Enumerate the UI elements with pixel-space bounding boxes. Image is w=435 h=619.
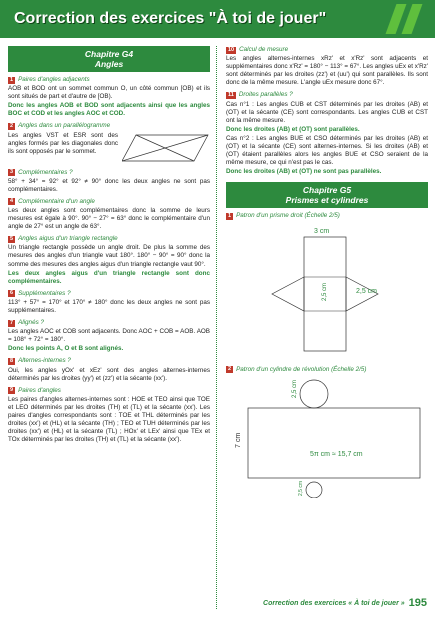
- parallelogram-figure: [122, 131, 210, 165]
- exercise-7: [8, 319, 210, 353]
- exercise-title: Patron d'un cylindre de révolution (Échelle 2/5): [236, 365, 367, 373]
- exercise-text-2: Cas n°2 : Les angles BUE et CSO déterminés par les droites (AB) et (OT) et la sécante (CE) sont alternes-internes. Si les droites (AB) et (OT) étaient parallèles alors les angles BUE et CSO seraient de la même mesure, ce qui n'est pas le cas.: [226, 134, 428, 167]
- exercise-title: Angles aigus d'un triangle rectangle: [18, 235, 118, 243]
- footer-text: Correction des exercices « À toi de jouer »: [263, 599, 405, 607]
- exercise-text: Les deux angles sont complémentaires donc la somme de leurs mesures est égale à 90°. 90° − 27° = 63° donc le complémentaire d'un angle de 27° est un angle de 63°.: [8, 206, 210, 231]
- exercise-title: Complémentaire d'un angle: [18, 197, 95, 205]
- exercise-number: 2: [10, 123, 14, 130]
- exercise-number: 6: [10, 290, 14, 297]
- exercise-title: Paires d'angles: [18, 386, 61, 394]
- exercise-answer: Les deux angles aigus d'un triangle rectangle sont donc complémentaires.: [8, 269, 210, 285]
- page-title: Correction des exercices "À toi de jouer": [14, 10, 327, 27]
- exercise-text: AOB et BOD ont un sommet commun O, un côté commun [OB) et ils sont situés de part et d'autre de [OB).: [8, 85, 210, 101]
- exercise-text: Les paires d'angles alternes-internes sont : HOE et TEO ainsi que TOE et LEO déterminés par les droites (TH) et (TL) et la sécante (xx'). Les paires d'angles correspondants sont : TOE et THL déterminés par les droites (xx') et (HL) et la sécante (TH) ; TEO et TUH déterminés par les droites (xx') et (HL) et la sécante (TL) ; HOx' et LEx' ainsi que TEx et TOx déterminés par les droites (TH) et (TL) et la sécante (xx').: [8, 395, 210, 444]
- column-divider: [216, 46, 217, 609]
- exercise-10: [226, 46, 428, 87]
- exercise-title: Complémentaires ?: [18, 168, 73, 176]
- left-column: [8, 46, 210, 445]
- exercise-1: [8, 76, 210, 118]
- exercise-number: 9: [10, 387, 14, 394]
- exercise-title: Alternes-internes ?: [18, 357, 71, 365]
- exercise-number: 2: [228, 366, 232, 373]
- cylinder-net-figure: [226, 374, 428, 498]
- exercise-title: Droites parallèles ?: [238, 91, 293, 99]
- exercise-answer: Donc les droites (AB) et (OT) sont parallèles.: [226, 125, 360, 133]
- chapter-g5-title: Chapitre G5 Prismes et cylindres: [226, 182, 428, 208]
- page-header: [0, 0, 435, 38]
- exercise-number: 7: [10, 319, 14, 326]
- exercise-text: Oui, les angles yOx' et xEz' sont des angles alternes-internes déterminés par les droites (yy') et (zz') et la sécante (xx').: [8, 366, 210, 382]
- dimension-label-2: 2,5 cm: [356, 287, 378, 295]
- exercise-number: 5: [10, 235, 14, 242]
- page-number: 195: [408, 597, 427, 609]
- exercise-answer: Donc les angles AOB et BOD sont adjacents ainsi que les angles BOC et COD et les angles AOC et COD.: [8, 102, 210, 118]
- exercise-g5-1: [226, 212, 428, 361]
- dimension-label-c: 5π cm ≈ 15,7 cm: [310, 450, 363, 458]
- exercise-title: Calcul de mesure: [239, 46, 289, 53]
- exercise-text: Les angles VST et ESR sont des angles formés par les diagonales donc ils sont opposés par le sommet.: [8, 131, 118, 155]
- exercise-title: Angles dans un parallélogramme: [18, 122, 111, 130]
- exercise-text: Cas n°1 : Les angles CUB et CST déterminés par les droites (AB) et (OT) et la sécante (CE) sont correspondants. Les angles CUB et CST ont la même mesure.: [226, 100, 428, 124]
- exercise-3: [8, 169, 210, 194]
- exercise-number: 1: [10, 76, 14, 83]
- exercise-number: 1: [228, 212, 232, 219]
- dimension-label-1: 3 cm: [314, 227, 330, 235]
- exercise-9: [8, 387, 210, 445]
- chapter-g4-title: Chapitre G4 Angles: [8, 46, 210, 72]
- exercise-text: Un triangle rectangle possède un angle droit. De plus la somme des mesures des angles d'un triangle vaut 180°. 180° − 90° = 90° donc la somme des mesures des angles aigus d'un triangle rectangle vaut 90°.: [8, 244, 210, 268]
- exercise-text: 113° + 57° = 170° et 170° ≠ 180° donc les deux angles ne sont pas supplémentaires.: [8, 298, 210, 314]
- exercise-number: 8: [10, 357, 14, 364]
- header-decoration: [387, 0, 427, 38]
- exercise-text: Les angles alternes-internes xRz' et x'Rz' sont adjacents et supplémentaires donc x'Rz' = 180° − 113° = 67°. Les angles uEx et x'Rz' sont déterminés par les droites (zz') et (uu') qui sont parallèles. Ils sont donc de la même mesure. L'angle uEx mesure donc 67°.: [226, 55, 428, 87]
- exercise-number: 3: [10, 169, 14, 176]
- exercise-answer-2: Donc les droites (AB) et (OT) ne sont pas parallèles.: [226, 168, 382, 176]
- exercise-number: 4: [10, 198, 14, 205]
- exercise-5: [8, 235, 210, 286]
- dimension-label-b: 7 cm: [235, 432, 242, 448]
- exercise-4: [8, 198, 210, 231]
- exercise-2: [8, 122, 210, 164]
- exercise-title: Alignés ?: [18, 319, 44, 327]
- right-column: [226, 46, 428, 501]
- exercise-title: Supplémentaires ?: [18, 289, 71, 297]
- exercise-title: Paires d'angles adjacents: [18, 76, 90, 83]
- exercise-number: 10: [228, 46, 235, 53]
- dimension-label-d: 2,5 cm: [298, 480, 304, 496]
- exercise-g5-2: [226, 366, 428, 501]
- page-footer: [230, 597, 427, 609]
- exercise-answer: Donc les points A, O et B sont alignés.: [8, 345, 124, 353]
- exercise-text: Les angles AOC et COB sont adjacents. Donc AOC + COB = AOB. AOB = 108° + 72° = 180°.: [8, 328, 210, 344]
- exercise-title: Patron d'un prisme droit (Échelle 2/5): [236, 212, 340, 220]
- dimension-label-3: 2,5 cm: [322, 282, 328, 301]
- exercise-8: [8, 357, 210, 382]
- exercise-number: 11: [228, 92, 234, 99]
- exercise-11: [226, 91, 428, 176]
- exercise-6: [8, 290, 210, 315]
- prism-net-figure: [226, 221, 428, 359]
- exercise-text: 58° + 34° = 92° et 92° ≠ 90° donc les deux angles ne sont pas complémentaires.: [8, 177, 210, 193]
- dimension-label-a: 2,5 cm: [292, 379, 298, 398]
